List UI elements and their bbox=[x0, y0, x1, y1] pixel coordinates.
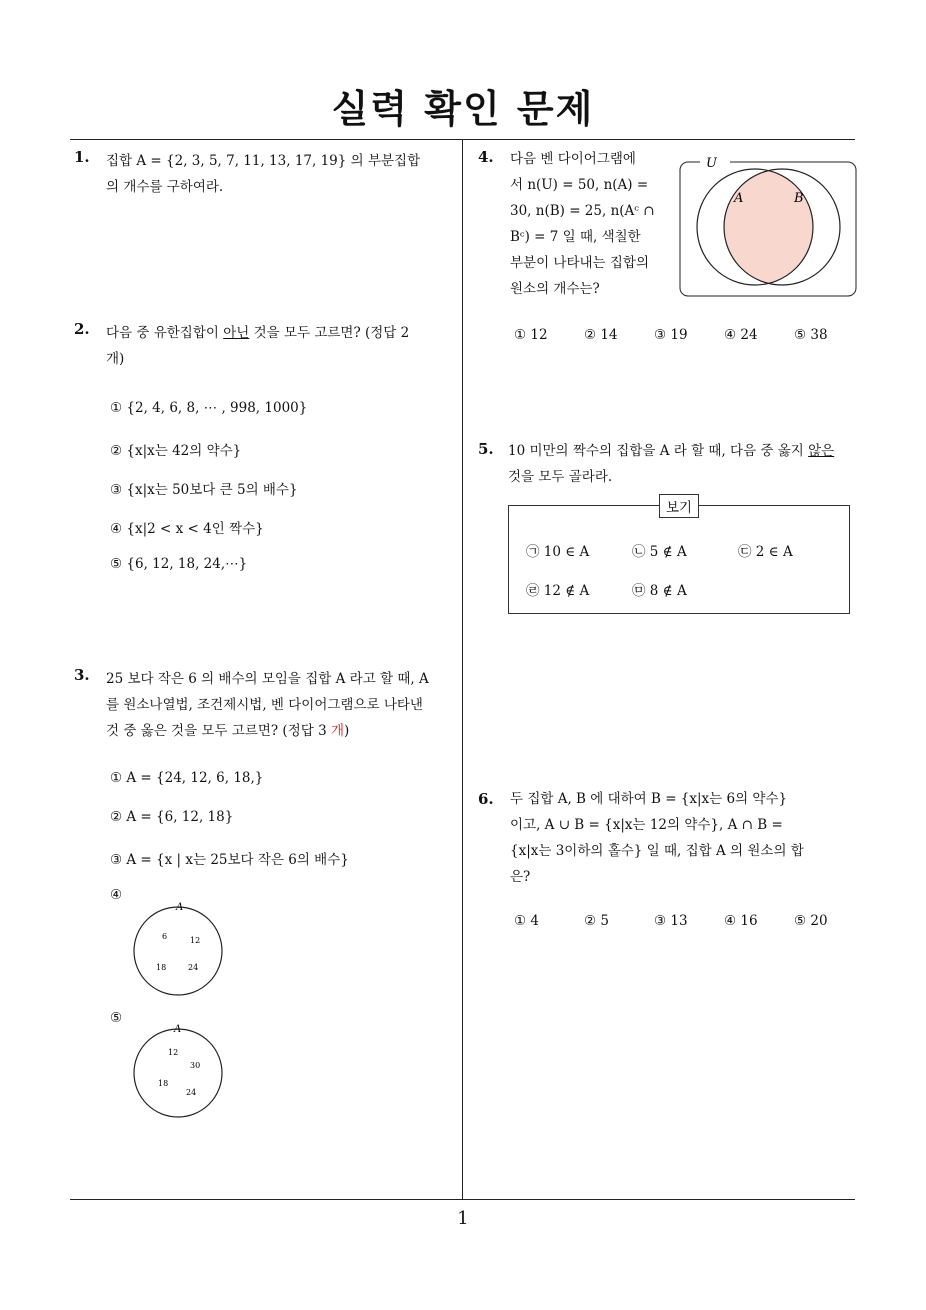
text-line: 두 집합 A, B 에 대하여 B = {x|x는 6의 약수} bbox=[510, 791, 788, 807]
q4-option-5: ⑤ 38 bbox=[794, 327, 828, 343]
q2-option-3: ③ {x|x는 50보다 큰 5의 배수} bbox=[110, 482, 298, 498]
q4-venn-diagram bbox=[678, 152, 860, 300]
q3-venn-diagram-4 bbox=[128, 898, 228, 1002]
text-span: ) bbox=[344, 723, 350, 739]
q5-item-1: ㉠ 10 ∈ A bbox=[526, 544, 590, 560]
question-number: 6. bbox=[478, 790, 494, 808]
question-3 bbox=[74, 666, 90, 684]
question-4 bbox=[478, 148, 494, 166]
q2-option-2: ② {x|x는 42의 약수} bbox=[110, 443, 242, 459]
q4-option-4: ④ 24 bbox=[724, 327, 758, 343]
q5-item-5: ㉤ 8 ∉ A bbox=[632, 583, 687, 599]
q6-option-4: ④ 16 bbox=[724, 913, 758, 929]
set-label: A bbox=[176, 902, 184, 913]
question-5 bbox=[478, 440, 494, 458]
question-number: 3. bbox=[74, 666, 90, 684]
text-line: 이고, A ∪ B = {x|x는 12의 약수}, A ∩ B = bbox=[510, 817, 783, 833]
text-line: 서 n(U) = 50, n(A) = bbox=[510, 177, 649, 193]
element-label: 24 bbox=[188, 963, 199, 972]
text-line: {x|x는 3이하의 홀수} 일 때, 집합 A 의 원소의 합 bbox=[510, 843, 804, 859]
text-line: 은? bbox=[510, 869, 531, 885]
question-6 bbox=[478, 790, 494, 808]
q5-box-title: 보기 bbox=[659, 494, 699, 518]
question-1-text bbox=[106, 148, 456, 200]
q3-option-4: ④ bbox=[110, 887, 123, 903]
text-span: 것을 모두 고르면? (정답 2 bbox=[249, 325, 410, 341]
q4-option-3: ③ 19 bbox=[654, 327, 688, 343]
text-line: 25 보다 작은 6 의 배수의 모임을 집합 A 라고 할 때, A bbox=[106, 671, 429, 687]
text-line bbox=[508, 438, 863, 464]
q6-option-1: ① 4 bbox=[514, 913, 539, 929]
text-line: Bᶜ) = 7 일 때, 색칠한 bbox=[510, 229, 641, 245]
element-label: 18 bbox=[158, 1079, 169, 1088]
text-span: 것 중 옳은 것을 모두 고르면? (정답 3 bbox=[106, 723, 331, 739]
question-4-text bbox=[510, 146, 670, 302]
text-line: 다음 벤 다이어그램에 bbox=[510, 151, 636, 167]
question-1 bbox=[74, 148, 90, 166]
element-label: 24 bbox=[186, 1088, 197, 1097]
q4-option-2: ② 14 bbox=[584, 327, 618, 343]
question-number: 5. bbox=[478, 440, 494, 458]
text-line: 원소의 개수는? bbox=[510, 281, 600, 297]
set-b-label: B bbox=[794, 191, 804, 206]
question-2-text bbox=[106, 320, 456, 372]
question-number: 1. bbox=[74, 148, 90, 166]
q3-option-2: ② A = {6, 12, 18} bbox=[110, 809, 234, 825]
underlined-word: 않은 bbox=[808, 443, 835, 459]
element-label: 30 bbox=[190, 1061, 201, 1070]
column-divider bbox=[462, 140, 463, 1200]
question-5-text bbox=[508, 438, 863, 490]
text-line: 집합 A = {2, 3, 5, 7, 11, 13, 17, 19} 의 부분집합 bbox=[106, 153, 421, 169]
q6-option-5: ⑤ 20 bbox=[794, 913, 828, 929]
q6-option-3: ③ 13 bbox=[654, 913, 688, 929]
question-6-text bbox=[510, 786, 862, 890]
text-span: 다음 중 유한집합이 bbox=[106, 325, 224, 341]
set-circle bbox=[134, 1029, 222, 1117]
q5-item-2: ㉡ 5 ∉ A bbox=[632, 544, 687, 560]
text-line: 의 개수를 구하여라. bbox=[106, 179, 224, 195]
q2-option-4: ④ {x|2 < x < 4인 짝수} bbox=[110, 521, 264, 537]
q6-option-2: ② 5 bbox=[584, 913, 609, 929]
question-2 bbox=[74, 320, 90, 338]
q2-option-1: ① {2, 4, 6, 8, ⋯ , 998, 1000} bbox=[110, 400, 308, 416]
q5-item-4: ㉣ 12 ∉ A bbox=[526, 583, 590, 599]
q3-option-1: ① A = {24, 12, 6, 18,} bbox=[110, 770, 264, 786]
page-title: 실력 확인 문제 bbox=[331, 87, 595, 131]
universe-label: U bbox=[706, 156, 717, 171]
q5-item-3: ㉢ 2 ∈ A bbox=[738, 544, 793, 560]
q4-option-1: ① 12 bbox=[514, 327, 548, 343]
text-span: 10 미만의 짝수의 집합을 A 라 할 때, 다음 중 옳지 bbox=[508, 443, 809, 459]
q2-option-5: ⑤ {6, 12, 18, 24,⋯} bbox=[110, 556, 248, 572]
q3-venn-diagram-5 bbox=[128, 1020, 228, 1124]
text-line bbox=[106, 718, 458, 744]
page-number: 1 bbox=[457, 1208, 469, 1229]
text-line: 부분이 나타내는 집합의 bbox=[510, 255, 649, 271]
underlined-word: 아닌 bbox=[223, 325, 250, 341]
q3-option-3: ③ A = {x | x는 25보다 작은 6의 배수} bbox=[110, 852, 349, 868]
element-label: 12 bbox=[168, 1048, 179, 1057]
question-number: 2. bbox=[74, 320, 90, 338]
text-line: 30, n(B) = 25, n(Aᶜ ∩ bbox=[510, 203, 655, 219]
q3-option-5: ⑤ bbox=[110, 1010, 123, 1026]
bottom-divider bbox=[70, 1199, 855, 1200]
set-circle bbox=[134, 907, 222, 995]
question-3-text bbox=[106, 666, 458, 744]
element-label: 12 bbox=[190, 936, 201, 945]
text-line bbox=[106, 320, 456, 346]
highlighted-word: 개 bbox=[330, 723, 345, 739]
text-line: 개) bbox=[106, 351, 125, 367]
element-label: 6 bbox=[162, 932, 168, 941]
text-line: 를 원소나열법, 조건제시법, 벤 다이어그램으로 나타낸 bbox=[106, 697, 423, 713]
element-label: 18 bbox=[156, 963, 167, 972]
text-line: 것을 모두 골라라. bbox=[508, 469, 613, 485]
question-number: 4. bbox=[478, 148, 494, 166]
set-label: A bbox=[174, 1024, 182, 1035]
set-a-label: A bbox=[734, 191, 744, 206]
